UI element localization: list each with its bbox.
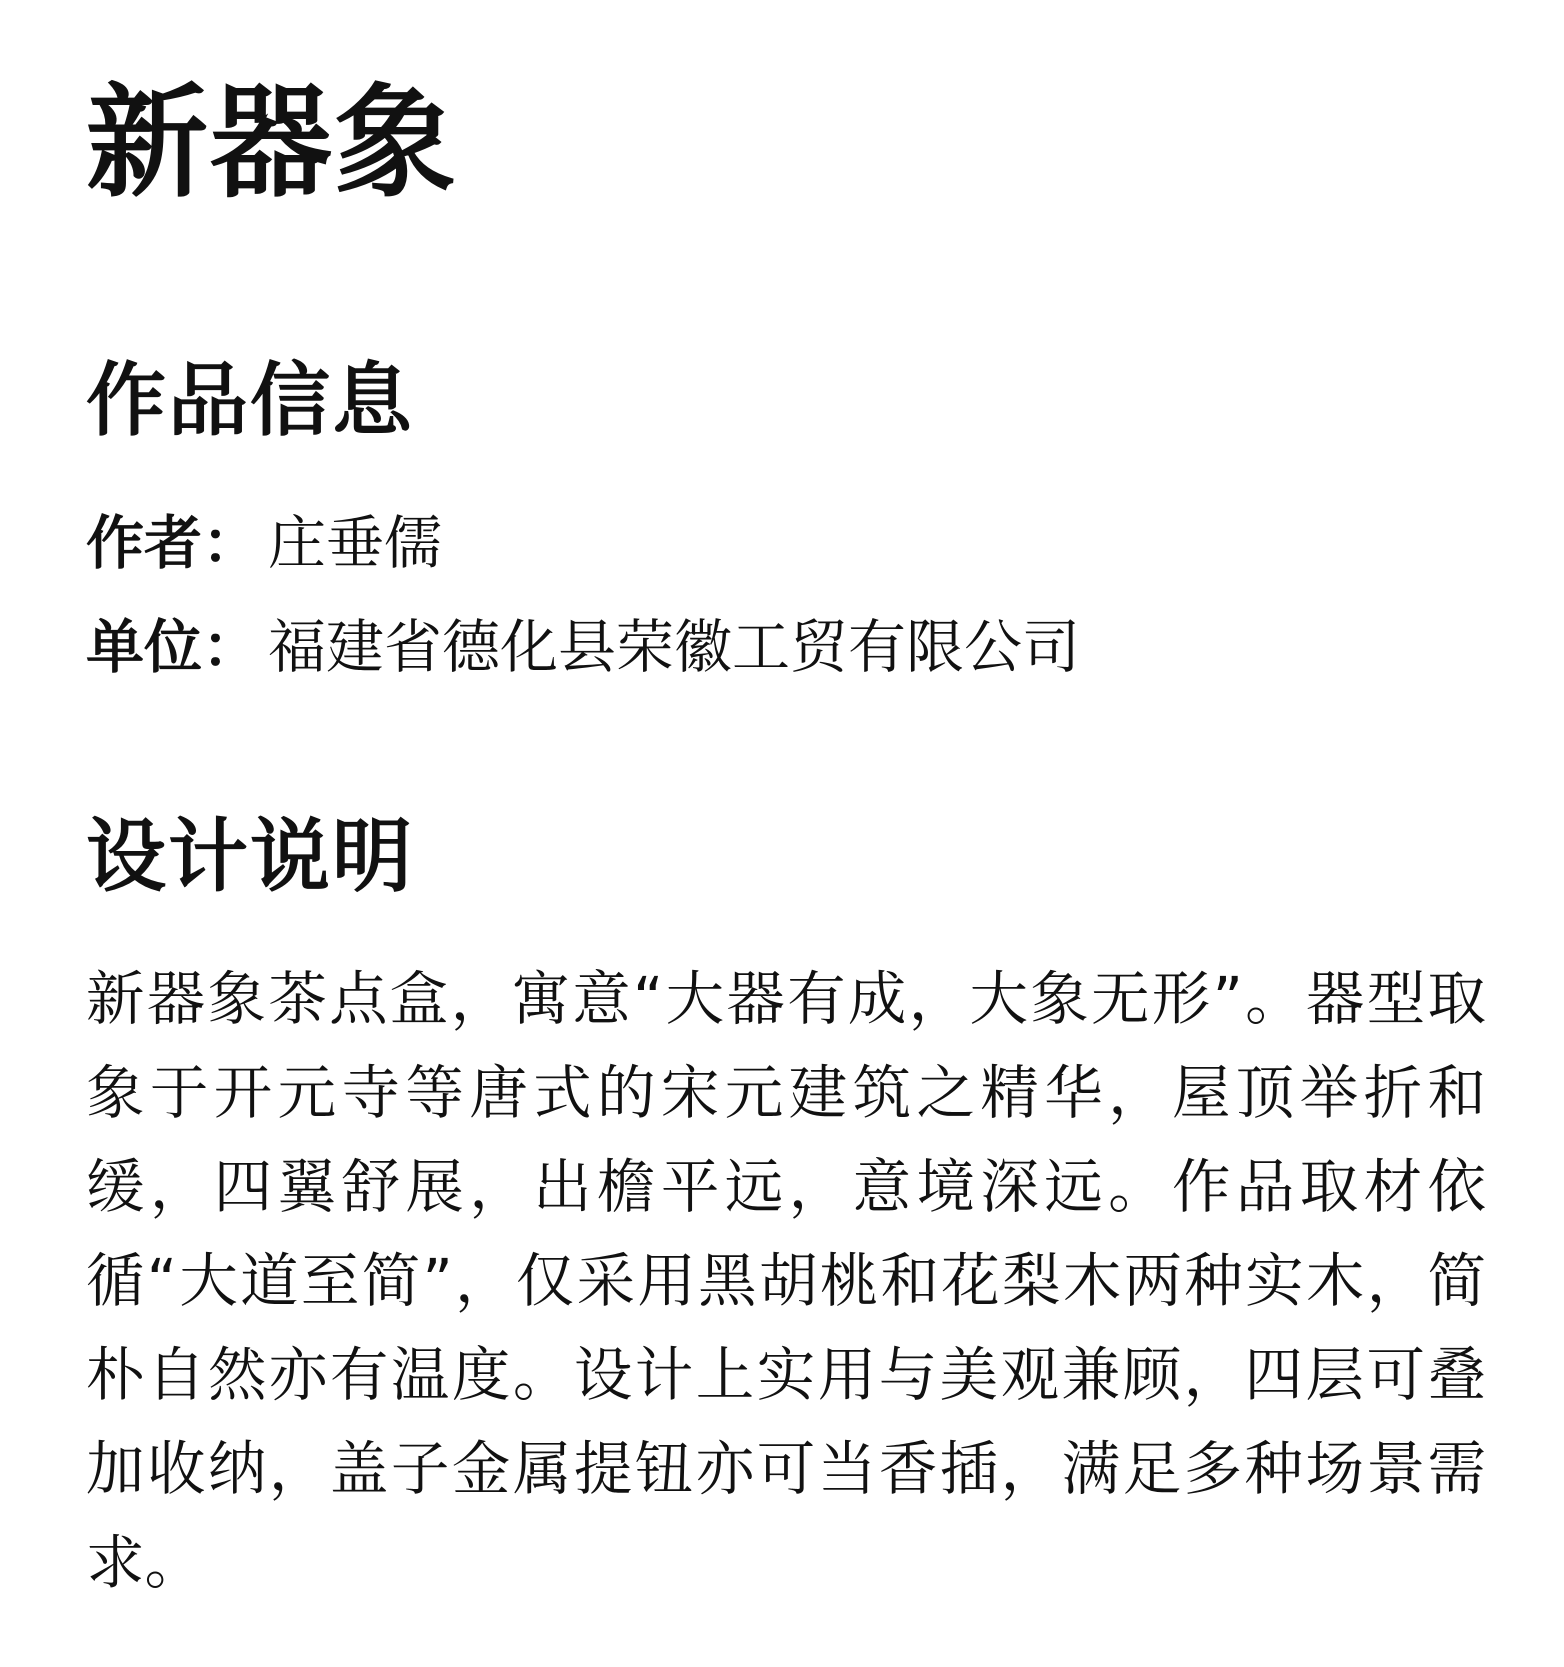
author-row xyxy=(86,508,442,578)
author-label: 作者： xyxy=(86,509,261,577)
info-section-heading: 作品信息 xyxy=(86,354,414,447)
design-description: 新器象茶点盒，寓意“大器有成，大象无形”。器型取象于开元寺等唐式的宋元建筑之精华，屋顶举折和缓，四翼舒展，出檐平远，意境深远。作品取材依循“大道至简”，仅采用黑胡桃和花梨木两种实木，简朴自然亦有温度。设计上实用与美观兼顾，四层可叠加收纳，盖子金属提钮亦可当香插，满足多种场景需求。 xyxy=(86,965,1486,1597)
unit-row xyxy=(86,612,1080,682)
unit-value: 福建省德化县荣徽工贸有限公司 xyxy=(268,613,1081,681)
author-value: 庄垂儒 xyxy=(268,509,443,577)
design-section-heading: 设计说明 xyxy=(86,810,414,903)
unit-label: 单位： xyxy=(86,613,261,681)
page-title: 新器象 xyxy=(86,72,458,214)
